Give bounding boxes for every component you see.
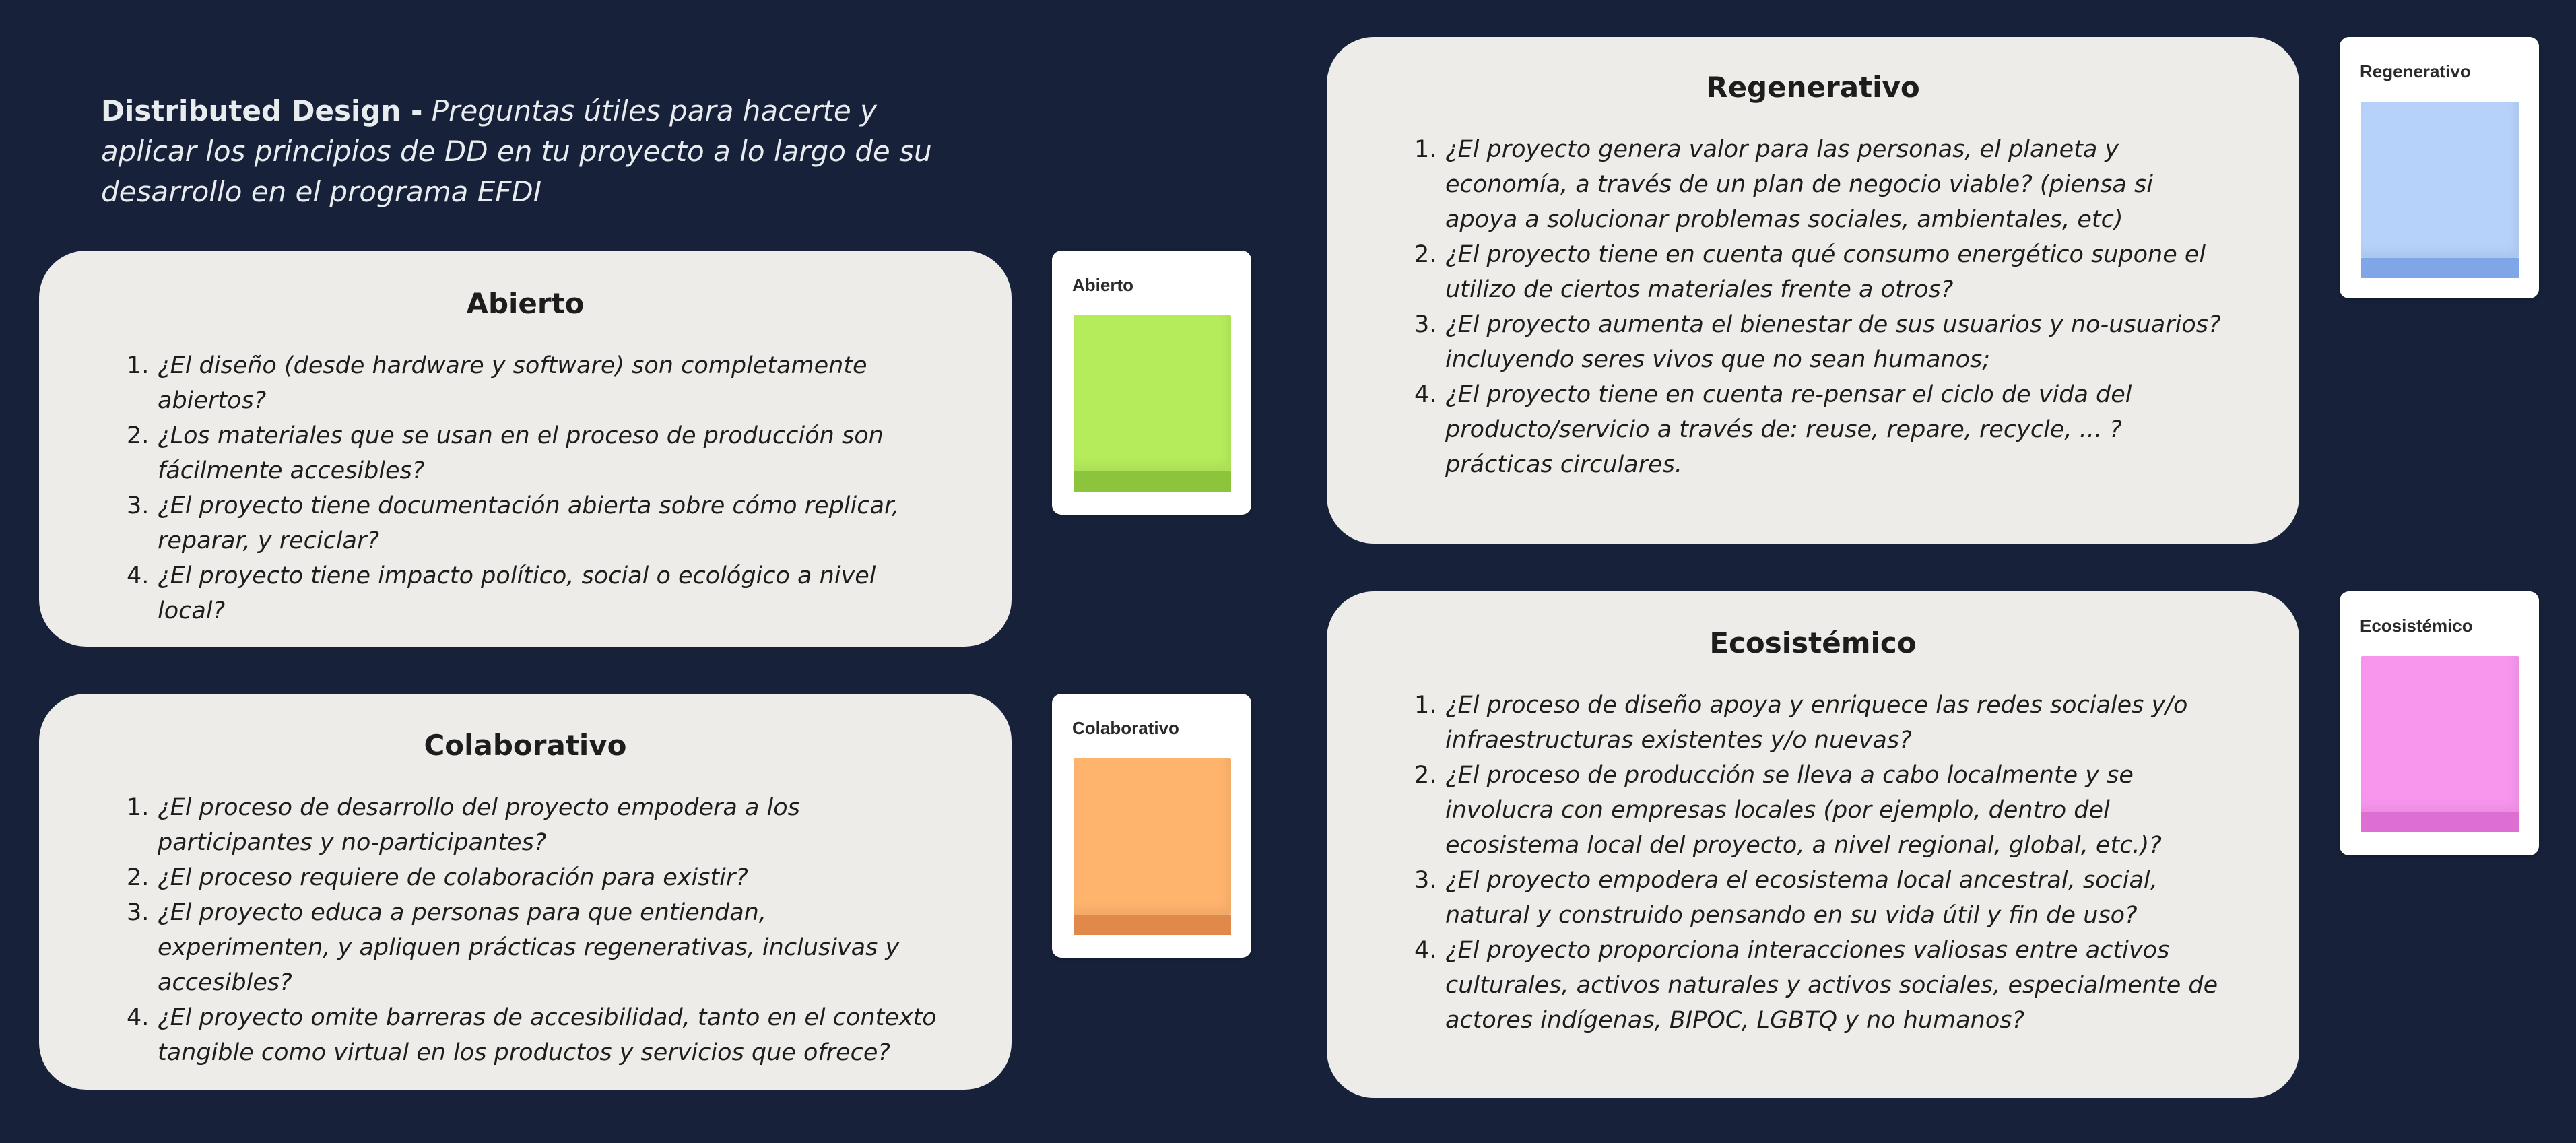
list-item: [127, 860, 944, 895]
card-abierto[interactable]: [39, 251, 1012, 647]
note-base: [1074, 915, 1231, 935]
item-text: ¿El proyecto omite barreras de accesibilidad, tanto en el contexto tangible como virtual en los productos y servicios que ofrece?: [158, 1004, 937, 1066]
note-face: [1074, 315, 1231, 471]
question-list: [39, 762, 1012, 1070]
note-face: [1074, 758, 1231, 915]
list-item: [1414, 307, 2232, 377]
list-item: [127, 418, 944, 488]
sticky-note-icon[interactable]: [1074, 758, 1231, 935]
item-text: ¿El proyecto aumenta el bienestar de sus usuarios y no-usuarios? incluyendo seres vivos que no sean humanos;: [1445, 311, 2221, 373]
item-number: 3.: [127, 492, 150, 519]
item-text: ¿El proyecto proporciona interacciones valiosas entre activos culturales, activos naturales y activos sociales, especialmente de actores indígenas, BIPOC, LGBTQ y no humanos?: [1445, 937, 2218, 1034]
item-number: 3.: [1414, 867, 1437, 894]
list-item: [1414, 688, 2232, 758]
card-title: Abierto: [466, 287, 585, 320]
note-base: [2361, 258, 2519, 278]
item-text: ¿El proceso de producción se lleva a cabo localmente y se involucra con empresas locales (por ejemplo, dentro del ecosistema local del proyecto, a nivel regional, global, etc.)?: [1445, 762, 2162, 859]
title-bold: Distributed Design -: [101, 94, 423, 127]
title-italic: Preguntas útiles para hacerte y aplicar los principios de DD en tu proyecto a lo largo de su desarrollo en el programa EFDI: [101, 94, 932, 208]
item-number: 3.: [1414, 311, 1437, 338]
item-number: 1.: [1414, 692, 1437, 719]
sticky-note-icon[interactable]: [2361, 656, 2519, 832]
card-colaborativo[interactable]: [39, 694, 1012, 1090]
item-number: 4.: [1414, 381, 1437, 408]
item-text: ¿El proceso de desarrollo del proyecto empodera a los participantes y no-participantes?: [158, 794, 800, 856]
card-ecosistemico[interactable]: [1327, 591, 2299, 1098]
card-title: Ecosistémico: [1709, 626, 1917, 659]
sticky-label: Regenerativo: [2360, 61, 2471, 81]
list-item: [1414, 933, 2232, 1038]
note-base: [2361, 812, 2519, 832]
list-item: [1414, 863, 2232, 933]
item-text: ¿El proyecto tiene documentación abierta sobre cómo replicar, reparar, y reciclar?: [158, 492, 900, 554]
item-number: 1.: [1414, 136, 1437, 163]
item-text: ¿El proyecto empodera el ecosistema local ancestral, social, natural y construido pensando en su vida útil y fin de uso?: [1445, 867, 2158, 929]
item-number: 3.: [127, 899, 150, 926]
item-text: ¿El proceso requiere de colaboración para existir?: [158, 864, 748, 891]
sticky-colaborativo[interactable]: [1052, 694, 1251, 958]
item-text: ¿El proyecto genera valor para las personas, el planeta y economía, a través de un plan de negocio viable? (piensa si apoya a solucionar problemas sociales, ambientales, etc): [1445, 136, 2153, 233]
item-number: 1.: [127, 352, 150, 379]
card-regenerativo[interactable]: [1327, 37, 2299, 544]
question-list: [1327, 104, 2299, 482]
item-number: 4.: [127, 1004, 150, 1031]
card-title: Colaborativo: [424, 729, 627, 762]
question-list: [39, 320, 1012, 628]
list-item: [127, 488, 944, 558]
list-item: [127, 790, 944, 860]
sticky-note-icon[interactable]: [1074, 315, 1231, 492]
list-item: [1414, 758, 2232, 863]
item-number: 2.: [1414, 241, 1437, 268]
page-title: [101, 91, 977, 212]
item-text: ¿El proyecto tiene impacto político, social o ecológico a nivel local?: [158, 562, 876, 624]
list-item: [1414, 132, 2232, 237]
sticky-abierto[interactable]: [1052, 251, 1251, 515]
item-number: 2.: [1414, 762, 1437, 789]
item-number: 2.: [127, 864, 150, 891]
note-face: [2361, 102, 2519, 258]
sticky-label: Abierto: [1072, 275, 1133, 295]
item-text: ¿El proceso de diseño apoya y enriquece las redes sociales y/o infraestructuras existentes y/o nuevas?: [1445, 692, 2188, 754]
note-base: [1074, 471, 1231, 492]
sticky-label: Colaborativo: [1072, 718, 1179, 738]
sticky-label: Ecosistémico: [2360, 616, 2473, 636]
sticky-note-icon[interactable]: [2361, 102, 2519, 278]
sticky-regenerativo[interactable]: [2340, 37, 2539, 298]
list-item: [127, 348, 944, 418]
list-item: [1414, 237, 2232, 307]
question-list: [1327, 659, 2299, 1038]
card-title: Regenerativo: [1706, 71, 1920, 104]
sticky-ecosistemico[interactable]: [2340, 591, 2539, 855]
item-text: ¿El diseño (desde hardware y software) son completamente abiertos?: [158, 352, 867, 414]
item-text: ¿Los materiales que se usan en el proceso de producción son fácilmente accesibles?: [158, 422, 884, 484]
item-number: 1.: [127, 794, 150, 821]
item-number: 4.: [127, 562, 150, 589]
list-item: [127, 1000, 944, 1070]
note-face: [2361, 656, 2519, 812]
list-item: [127, 895, 944, 1000]
item-text: ¿El proyecto educa a personas para que entiendan, experimenten, y apliquen prácticas regenerativas, inclusivas y accesibles?: [158, 899, 900, 996]
item-text: ¿El proyecto tiene en cuenta re-pensar el ciclo de vida del producto/servicio a través de: reuse, repare, recycle, ... ? prácticas circulares.: [1445, 381, 2132, 478]
list-item: [1414, 377, 2232, 482]
list-item: [127, 558, 944, 628]
item-text: ¿El proyecto tiene en cuenta qué consumo energético supone el utilizo de ciertos materiales frente a otros?: [1445, 241, 2206, 303]
item-number: 4.: [1414, 937, 1437, 964]
item-number: 2.: [127, 422, 150, 449]
